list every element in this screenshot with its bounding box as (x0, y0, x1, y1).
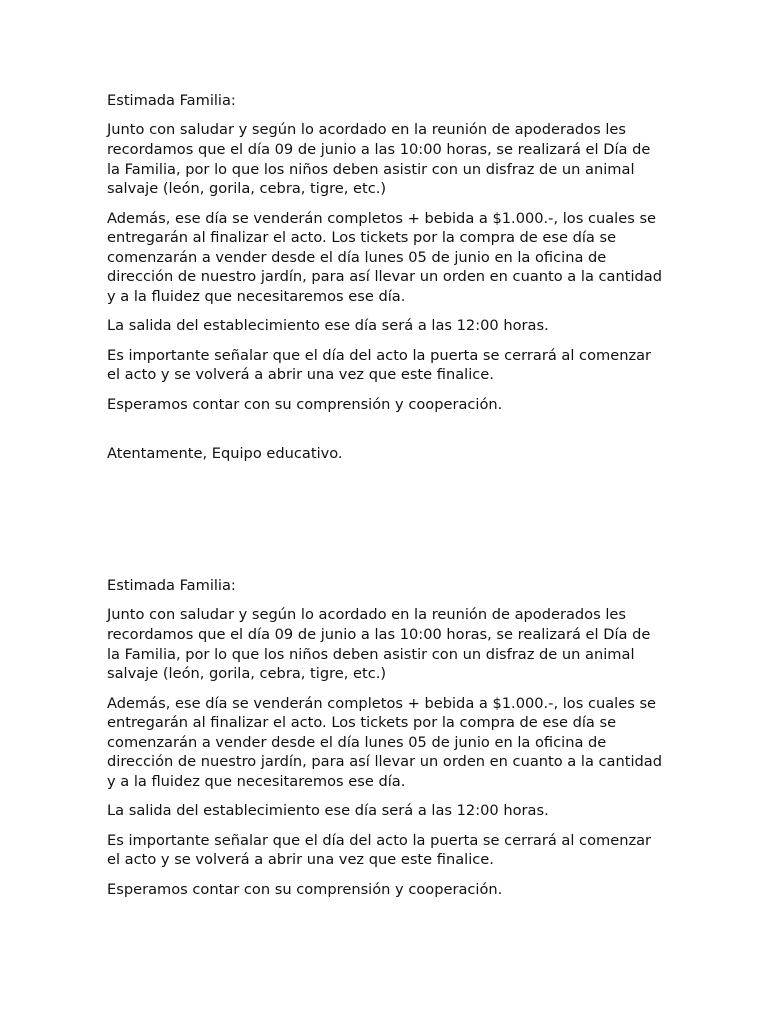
paragraph-door-notice: Es importante señalar que el día del acto la puerta se cerrará al comenzar el acto y se volverá a abrir una vez que este finalice. (107, 831, 652, 869)
letter-greeting: Estimada Familia: (107, 577, 236, 594)
letter-greeting: Estimada Familia: (107, 92, 236, 109)
paragraph-food-tickets: Además, ese día se venderán completos + bebida a $1.000.-, los cuales se entregarán al finalizar el acto. Los tickets por la compra de ese día se comenzarán a vender desde el día lunes 05 de junio en la oficina de dirección de nuestro jardín, para así llevar un orden en cuanto a la cantidad y a la fluidez que necesitaremos ese día. (107, 694, 662, 790)
paragraph-family-day: Junto con saludar y según lo acordado en la reunión de apoderados les recordamos que el día 09 de junio a las 10:00 horas, se realizará el Día de la Familia, por lo que los niños deben asistir con un disfraz de un animal salvaje (león, gorila, cebra, tigre, etc.) (107, 121, 651, 198)
paragraph-door-notice: Es importante señalar que el día del acto la puerta se cerrará al comenzar el acto y se volverá a abrir una vez que este finalice. (107, 346, 652, 384)
paragraph-dismissal-time: La salida del establecimiento ese día será a las 12:00 horas. (107, 802, 549, 820)
letter-first (107, 91, 667, 474)
paragraph-thanks: Esperamos contar con su comprensión y cooperación. (107, 395, 503, 413)
paragraph-thanks: Esperamos contar con su comprensión y cooperación. (107, 880, 503, 898)
letter-second (107, 576, 667, 909)
paragraph-dismissal-time: La salida del establecimiento ese día será a las 12:00 horas. (107, 317, 549, 335)
paragraph-family-day: Junto con saludar y según lo acordado en la reunión de apoderados les recordamos que el día 09 de junio a las 10:00 horas, se realizará el Día de la Familia, por lo que los niños deben asistir con un disfraz de un animal salvaje (león, gorila, cebra, tigre, etc.) (107, 606, 651, 683)
paragraph-food-tickets: Además, ese día se venderán completos + bebida a $1.000.-, los cuales se entregarán al finalizar el acto. Los tickets por la compra de ese día se comenzarán a vender desde el día lunes 05 de junio en la oficina de dirección de nuestro jardín, para así llevar un orden en cuanto a la cantidad y a la fluidez que necesitaremos ese día. (107, 209, 662, 305)
letter-closing: Atentamente, Equipo educativo. (107, 445, 343, 463)
